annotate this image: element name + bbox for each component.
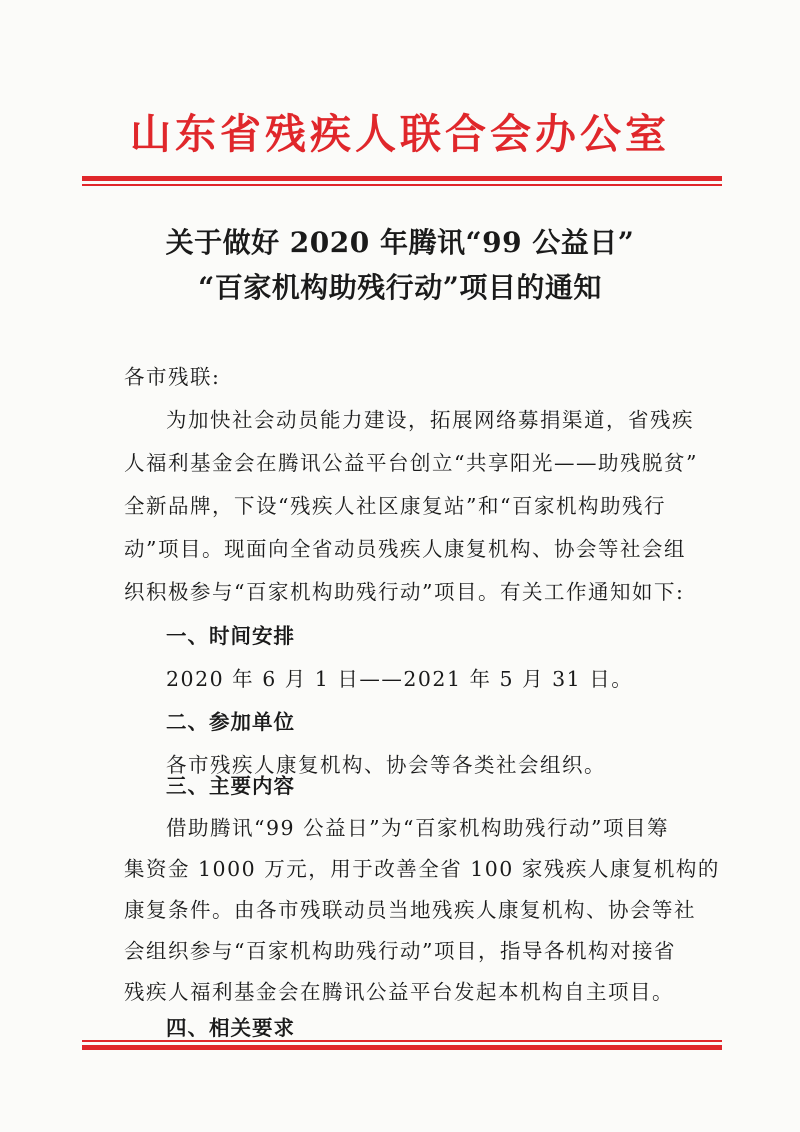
section-1-heading: 一、时间安排 <box>166 624 295 648</box>
intro-line-3: 全新品牌，下设“残疾人社区康复站”和“百家机构助残行 <box>124 494 666 518</box>
section-4-heading: 四、相关要求 <box>166 1016 295 1040</box>
letterhead-org-title: 山东省残疾人联合会办公室 <box>130 110 670 158</box>
footer-rule-thin <box>82 1040 722 1042</box>
intro-line-1: 为加快社会动员能力建设，拓展网络募捐渠道，省残疾 <box>166 408 694 432</box>
section-3-line-3: 康复条件。由各市残联动员当地残疾人康复机构、协会等社 <box>124 898 696 922</box>
letterhead-rule-thick <box>82 176 722 181</box>
notice-title-line-1: 关于做好 2020 年腾讯“99 公益日” <box>165 226 635 259</box>
intro-line-4: 动”项目。现面向全省动员残疾人康复机构、协会等社会组 <box>124 537 686 561</box>
footer-rule-thick <box>82 1045 722 1050</box>
section-3-line-1: 借助腾讯“99 公益日”为“百家机构助残行动”项目筹 <box>166 816 670 840</box>
notice-title-line-2: “百家机构助残行动”项目的通知 <box>198 271 602 304</box>
section-3-line-5: 残疾人福利基金会在腾讯公益平台发起本机构自主项目。 <box>124 980 674 1004</box>
letterhead-rule-thin <box>82 184 722 186</box>
section-3-line-2: 集资金 1000 万元，用于改善全省 100 家残疾人康复机构的 <box>124 857 720 881</box>
section-3-heading: 三、主要内容 <box>166 774 295 798</box>
section-2-heading: 二、参加单位 <box>166 710 295 734</box>
section-2-text: 各市残疾人康复机构、协会等各类社会组织。 <box>166 753 606 777</box>
section-3-line-4: 会组织参与“百家机构助残行动”项目，指导各机构对接省 <box>124 939 676 963</box>
intro-line-5: 织积极参与“百家机构助残行动”项目。有关工作通知如下: <box>124 580 685 604</box>
section-1-text: 2020 年 6 月 1 日——2021 年 5 月 31 日。 <box>166 667 634 691</box>
salutation: 各市残联: <box>124 365 221 389</box>
intro-line-2: 人福利基金会在腾讯公益平台创立“共享阳光——助残脱贫” <box>124 451 698 475</box>
